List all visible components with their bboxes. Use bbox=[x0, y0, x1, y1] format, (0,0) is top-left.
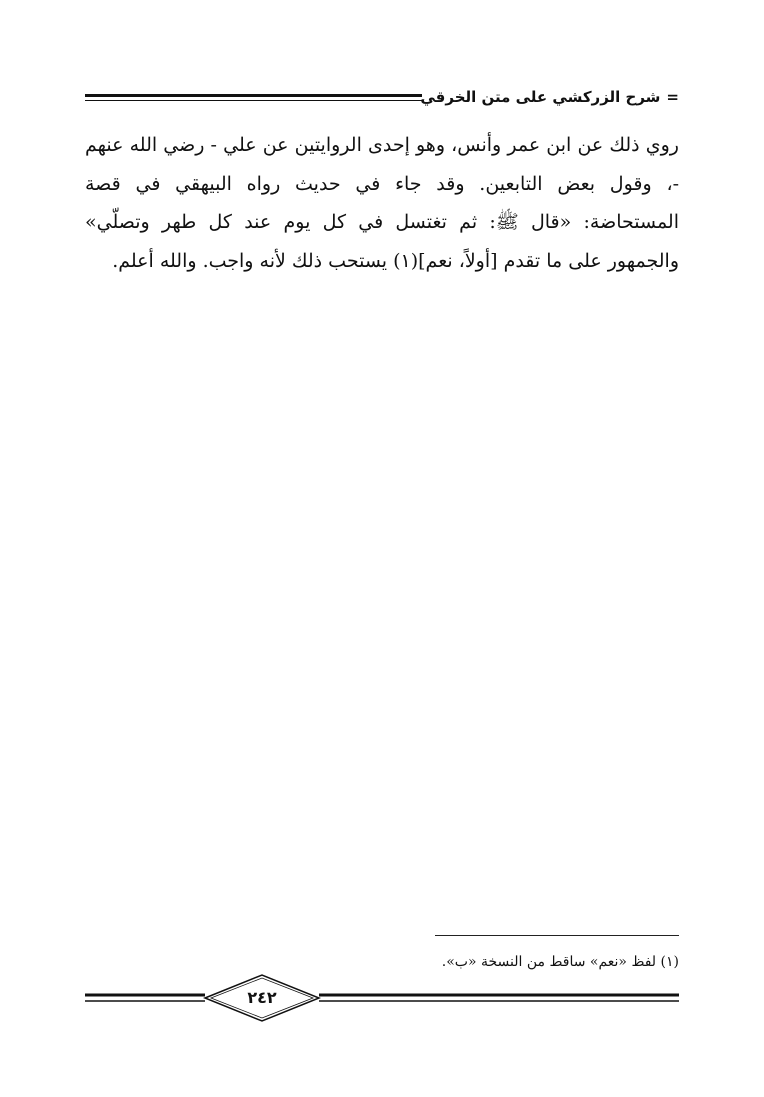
header-marker: = bbox=[666, 88, 679, 106]
body-paragraph: روي ذلك عن ابن عمر وأنس، وهو إحدى الروايتين عن علي - رضي الله عنهم -، وقول بعض التابعين. وقد جاء في حديث رواه البيهقي في قصة المستحاضة: «قال ﷺ: ثم تغتسل في كل يوم عند كل طهر وتصلّي» والجمهور على ما تقدم [أولاً، نعم](١) يستحب ذلك لأنه واجب. والله أعلم. bbox=[85, 134, 679, 272]
running-header bbox=[85, 86, 679, 110]
main-text bbox=[85, 126, 679, 280]
footnote-separator bbox=[435, 935, 679, 936]
page-footer bbox=[85, 972, 679, 1024]
book-title-text: شرح الزركشي على متن الخرقي bbox=[420, 88, 661, 106]
book-title bbox=[420, 86, 679, 108]
header-rule bbox=[85, 94, 422, 101]
page-number: ٢٤٢ bbox=[247, 988, 277, 1007]
footnote: (١) لفظ «نعم» ساقط من النسخة «ب». bbox=[441, 954, 679, 970]
footer-ornament bbox=[85, 972, 679, 1024]
